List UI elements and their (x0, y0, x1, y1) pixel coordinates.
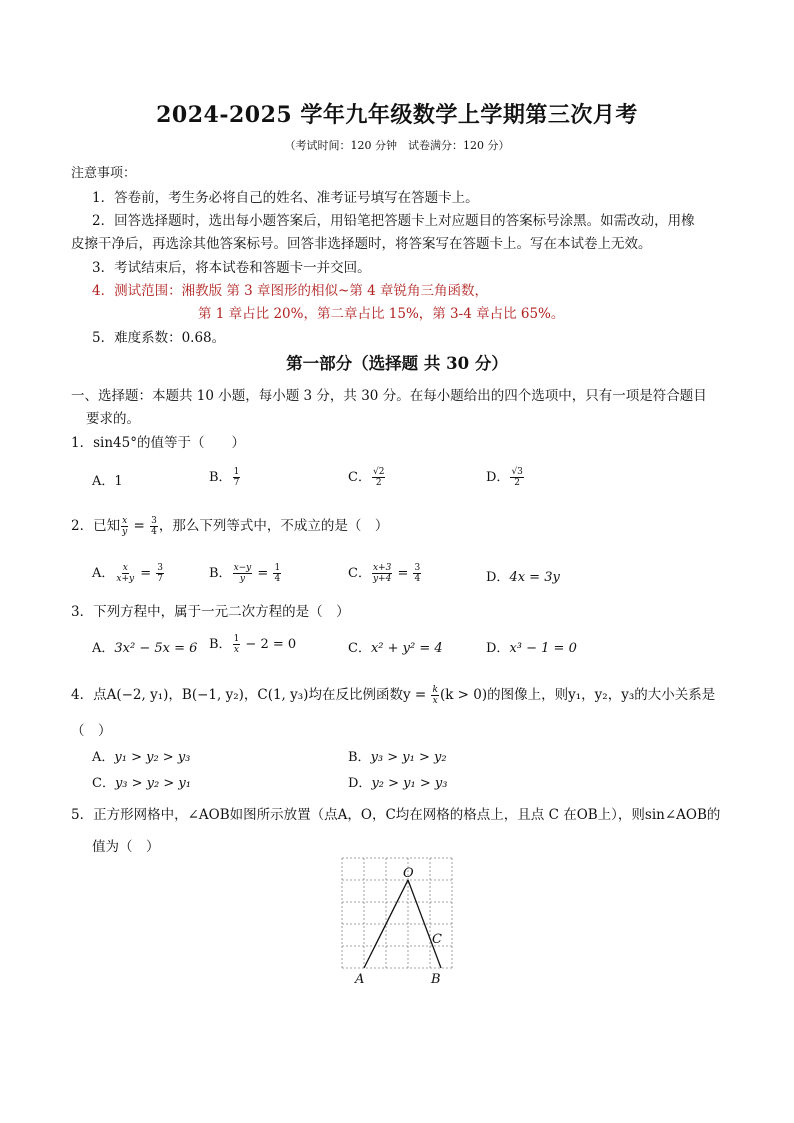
point-label-b: B (431, 972, 441, 987)
angle-grid-figure (335, 853, 465, 993)
note-item-2-cont: 皮擦干净后，再选涂其他答案标号。回答非选择题时，将答案写在答题卡上。写在本试卷上无效。 (71, 236, 652, 252)
note-item-5: 5．难度系数：0.68。 (92, 330, 226, 346)
question-5-stem-cont: 值为（ ） (92, 839, 160, 855)
q2-option-c: C． $\frac{x+3}{y+4}$ = $\frac{3}{4}$ (348, 563, 421, 584)
notes-heading: 注意事项： (71, 166, 137, 181)
fraction: $\frac{x-y}{y}$ (233, 563, 252, 584)
q2-option-b: B． $\frac{x-y}{y}$ = $\frac{1}{4}$ (209, 563, 281, 584)
section-instruction-cont: 要求的。 (86, 411, 140, 427)
section-title: 第一部分（选择题 共 30 分） (286, 354, 508, 373)
q3-option-d: D．x³ − 1 = 0 (486, 641, 577, 656)
question-3-stem: 3．下列方程中，属于一元二次方程的是（ ） (71, 604, 350, 620)
question-4-stem-cont: （ ） (71, 723, 112, 739)
note-item-2: 2．回答选择题时，选出每小题答案后，用铅笔把答题卡上对应题目的答案标号涂黑。如需改动，用橡 (92, 213, 695, 229)
fraction: $\frac{3}{4}$ (151, 516, 157, 537)
section-instruction: 一、选择题：本题共 10 小题，每小题 3 分，共 30 分。在每小题给出的四个选项中，只有一项是符合题目 (71, 388, 707, 404)
question-1-stem: 1．sin45°的值等于（ ） (71, 435, 245, 451)
q2-option-a: A． $\frac{x}{x+y}$ = $\frac{3}{7}$ (92, 563, 163, 584)
q4-option-b: B．y₃ > y₁ > y₂ (348, 750, 447, 765)
question-4-stem: 4．点A(−2, y₁)，B(−1, y₂)，C(1, y₃)均在反比例函数y = $\frac{k}{x}$ (k > 0)的图像上，则y₁，y₂，y₃的大小关系是 (71, 685, 716, 706)
q4-option-a: A．y₁ > y₂ > y₃ (92, 750, 191, 765)
fraction: $\frac{x+3}{y+4}$ (372, 563, 392, 584)
q3-option-a: A．3x² − 5x = 6 (92, 641, 198, 656)
note-item-3: 3．考试结束后，将本试卷和答题卡一并交回。 (92, 260, 371, 276)
exam-title: 2024-2025 学年九年级数学上学期第三次月考 (156, 102, 638, 128)
q3-option-c: C．x² + y² = 4 (348, 641, 443, 656)
fraction: $\frac{3}{4}$ (414, 563, 421, 584)
fraction: $\frac{x}{x+y}$ (116, 563, 135, 584)
point-label-o: O (403, 866, 414, 881)
q2-option-d: D．4x = 3y (486, 570, 560, 585)
point-label-a: A (355, 972, 365, 987)
question-2-stem: 2．已知 $\frac{x}{y}$ = $\frac{3}{4}$ ，那么下列等式中，不成立的是（ ） (71, 516, 389, 537)
fraction: $\frac{1}{x}$ (233, 634, 240, 655)
point-label-c: C (432, 932, 442, 947)
q1-option-b: B． $\frac{1}{7}$ (209, 467, 240, 488)
fraction: $\frac{1}{7}$ (233, 467, 240, 488)
q4-option-c: C．y₃ > y₂ > y₁ (92, 776, 191, 791)
q1-option-d: D． $\frac{√3}{2}$ (486, 467, 523, 488)
note-item-4-cont: 第 1 章占比 20%，第二章占比 15%，第 3-4 章占比 65%。 (198, 306, 565, 322)
note-item-1: 1．答卷前，考生务必将自己的姓名、准考证号填写在答题卡上。 (92, 190, 479, 206)
fraction: $\frac{√2}{2}$ (372, 467, 385, 488)
ray-ob (408, 880, 441, 968)
exam-subtitle: （考试时间：120 分钟 试卷满分：120 分） (284, 139, 510, 152)
fraction: $\frac{3}{7}$ (157, 563, 163, 584)
q1-option-a: A．1 (92, 474, 123, 489)
question-5-stem: 5．正方形网格中，∠AOB如图所示放置（点A，O，C均在网格的格点上，且点 C 在OB上），则sin∠AOB的 (71, 807, 721, 823)
fraction: $\frac{x}{y}$ (122, 516, 128, 537)
fraction: $\frac{√3}{2}$ (511, 467, 523, 488)
q1-option-c: C． $\frac{√2}{2}$ (348, 467, 385, 488)
fraction: $\frac{1}{4}$ (274, 563, 281, 584)
note-item-4: 4．测试范围：湘教版 第 3 章图形的相似~第 4 章锐角三角函数， (92, 283, 489, 299)
q4-option-d: D．y₂ > y₁ > y₃ (348, 776, 448, 791)
fraction: $\frac{k}{x}$ (432, 685, 438, 706)
q3-option-b: B． $\frac{1}{x}$ − 2 = 0 (209, 634, 297, 655)
